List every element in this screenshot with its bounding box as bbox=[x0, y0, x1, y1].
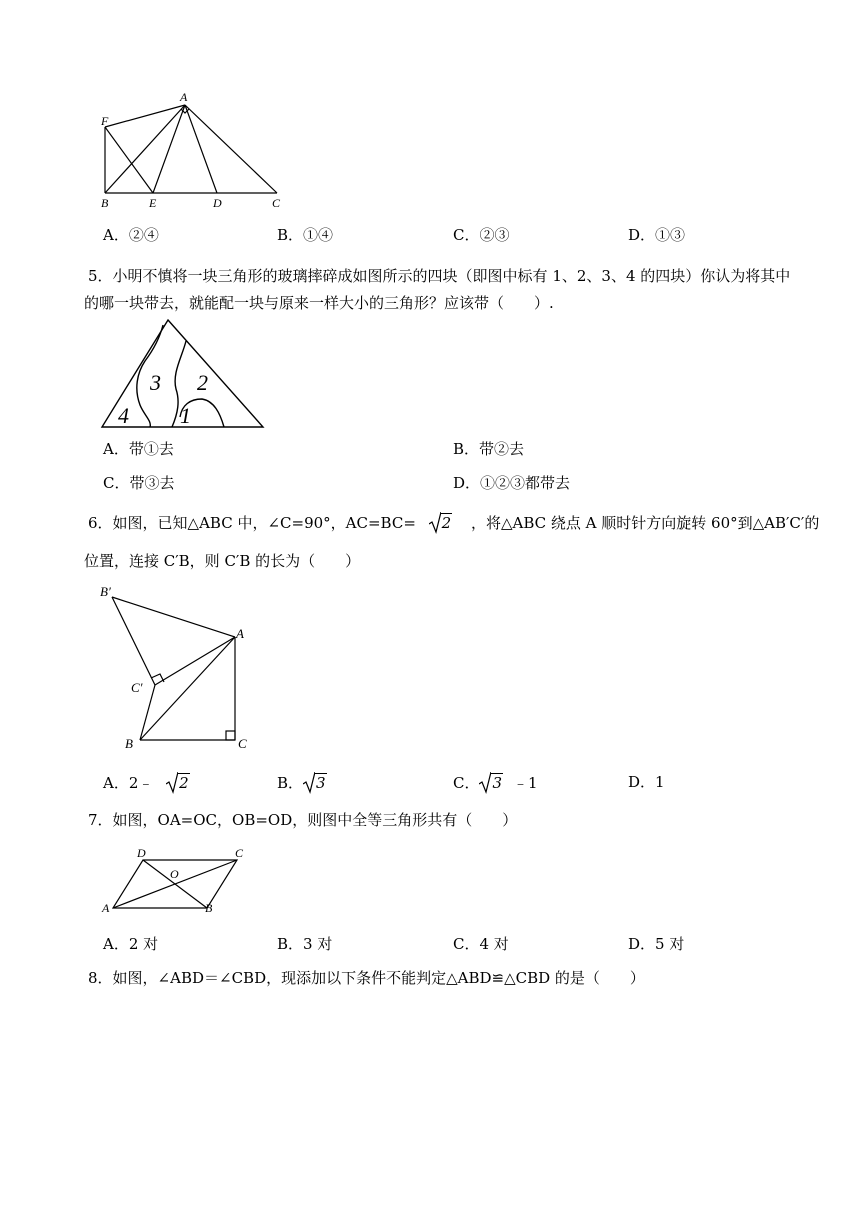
q7-option-b: B．3 对 bbox=[277, 935, 333, 953]
q6-option-a-sqrt: 2 bbox=[166, 772, 190, 794]
q7-point-D: D bbox=[137, 846, 146, 860]
q5-text-line1: 5．小明不慎将一块三角形的玻璃摔碎成如图所示的四块（即图中标有 1、2、3、4 的四块）你认为将其中 bbox=[88, 267, 791, 285]
q7-figure bbox=[97, 845, 257, 920]
q6-text-pre: 6．如图，已知△ABC 中，∠C=90°，AC=BC= bbox=[88, 514, 416, 532]
q6-point-B-prime: B′ bbox=[100, 584, 111, 599]
q6-text-line1 bbox=[88, 512, 819, 534]
q6-point-C: C bbox=[238, 736, 247, 751]
q8-text: 8．如图，∠ABD＝∠CBD，现添加以下条件不能判定△ABD≌△CBD 的是（ ） bbox=[88, 969, 645, 987]
q5-label-3: 3 bbox=[150, 370, 161, 395]
q6-text-post: ，将△ABC 绕点 A 顺时针方向旋转 60°到△AB′C′的 bbox=[471, 514, 820, 532]
q4-point-E: E bbox=[149, 196, 157, 210]
q4-point-B: B bbox=[101, 196, 109, 210]
q7-point-A: A bbox=[102, 901, 110, 915]
q6-point-C-prime: C′ bbox=[131, 680, 143, 695]
q7-point-O: O bbox=[170, 867, 179, 881]
q4-figure bbox=[95, 85, 295, 215]
q7-text: 7．如图，OA=OC，OB=OD，则图中全等三角形共有（ ） bbox=[88, 811, 518, 829]
q4-point-A: A bbox=[180, 90, 188, 104]
q5-figure bbox=[98, 315, 268, 430]
q4-option-b: B．①④ bbox=[277, 226, 334, 244]
q4-option-a: A．②④ bbox=[103, 226, 159, 244]
q7-point-B: B bbox=[205, 901, 213, 915]
q5-option-c: C．带③去 bbox=[103, 474, 175, 492]
q6-option-c-sqrt: 3 bbox=[479, 772, 503, 794]
q5-label-1: 1 bbox=[180, 403, 191, 428]
q5-text-line2: 的哪一块带去，就能配一块与原来一样大小的三角形？应该带（ ）. bbox=[84, 294, 554, 312]
q6-option-d: D．1 bbox=[628, 773, 665, 791]
q6-point-B: B bbox=[125, 736, 133, 751]
q5-label-2: 2 bbox=[197, 370, 208, 395]
sqrt-sign-icon bbox=[303, 772, 315, 794]
q6-point-A: A bbox=[236, 626, 244, 641]
sqrt-sign-icon bbox=[479, 772, 491, 794]
q6-option-b-sqrt: 3 bbox=[303, 772, 327, 794]
q4-option-c: C．②③ bbox=[453, 226, 510, 244]
q4-point-D: D bbox=[213, 196, 222, 210]
q4-point-C: C bbox=[272, 196, 281, 210]
q6-figure bbox=[95, 580, 255, 755]
sqrt-sign-icon bbox=[429, 512, 441, 534]
q6-text-line2: 位置，连接 C′B，则 C′B 的长为（ ） bbox=[84, 552, 361, 570]
sqrt-sign-icon bbox=[166, 772, 178, 794]
q6-option-c: C． 3 ﹣1 bbox=[453, 774, 538, 792]
q4-option-d: D．①③ bbox=[628, 226, 686, 244]
q6-sqrt-2: 2 bbox=[429, 512, 453, 534]
q5-option-a: A．带①去 bbox=[103, 440, 174, 458]
q5-label-4: 4 bbox=[118, 403, 129, 428]
q7-option-d: D．5 对 bbox=[628, 935, 685, 953]
q7-point-C: C bbox=[235, 846, 244, 860]
q4-point-F: F bbox=[101, 114, 109, 128]
q7-option-a: A．2 对 bbox=[103, 935, 159, 953]
q7-option-c: C．4 对 bbox=[453, 935, 509, 953]
q6-option-a: A．2﹣ 2 bbox=[103, 774, 189, 792]
q5-option-d: D．①②③都带去 bbox=[453, 474, 571, 492]
q6-option-b: B． 3 bbox=[277, 774, 326, 792]
q5-option-b: B．带②去 bbox=[453, 440, 525, 458]
